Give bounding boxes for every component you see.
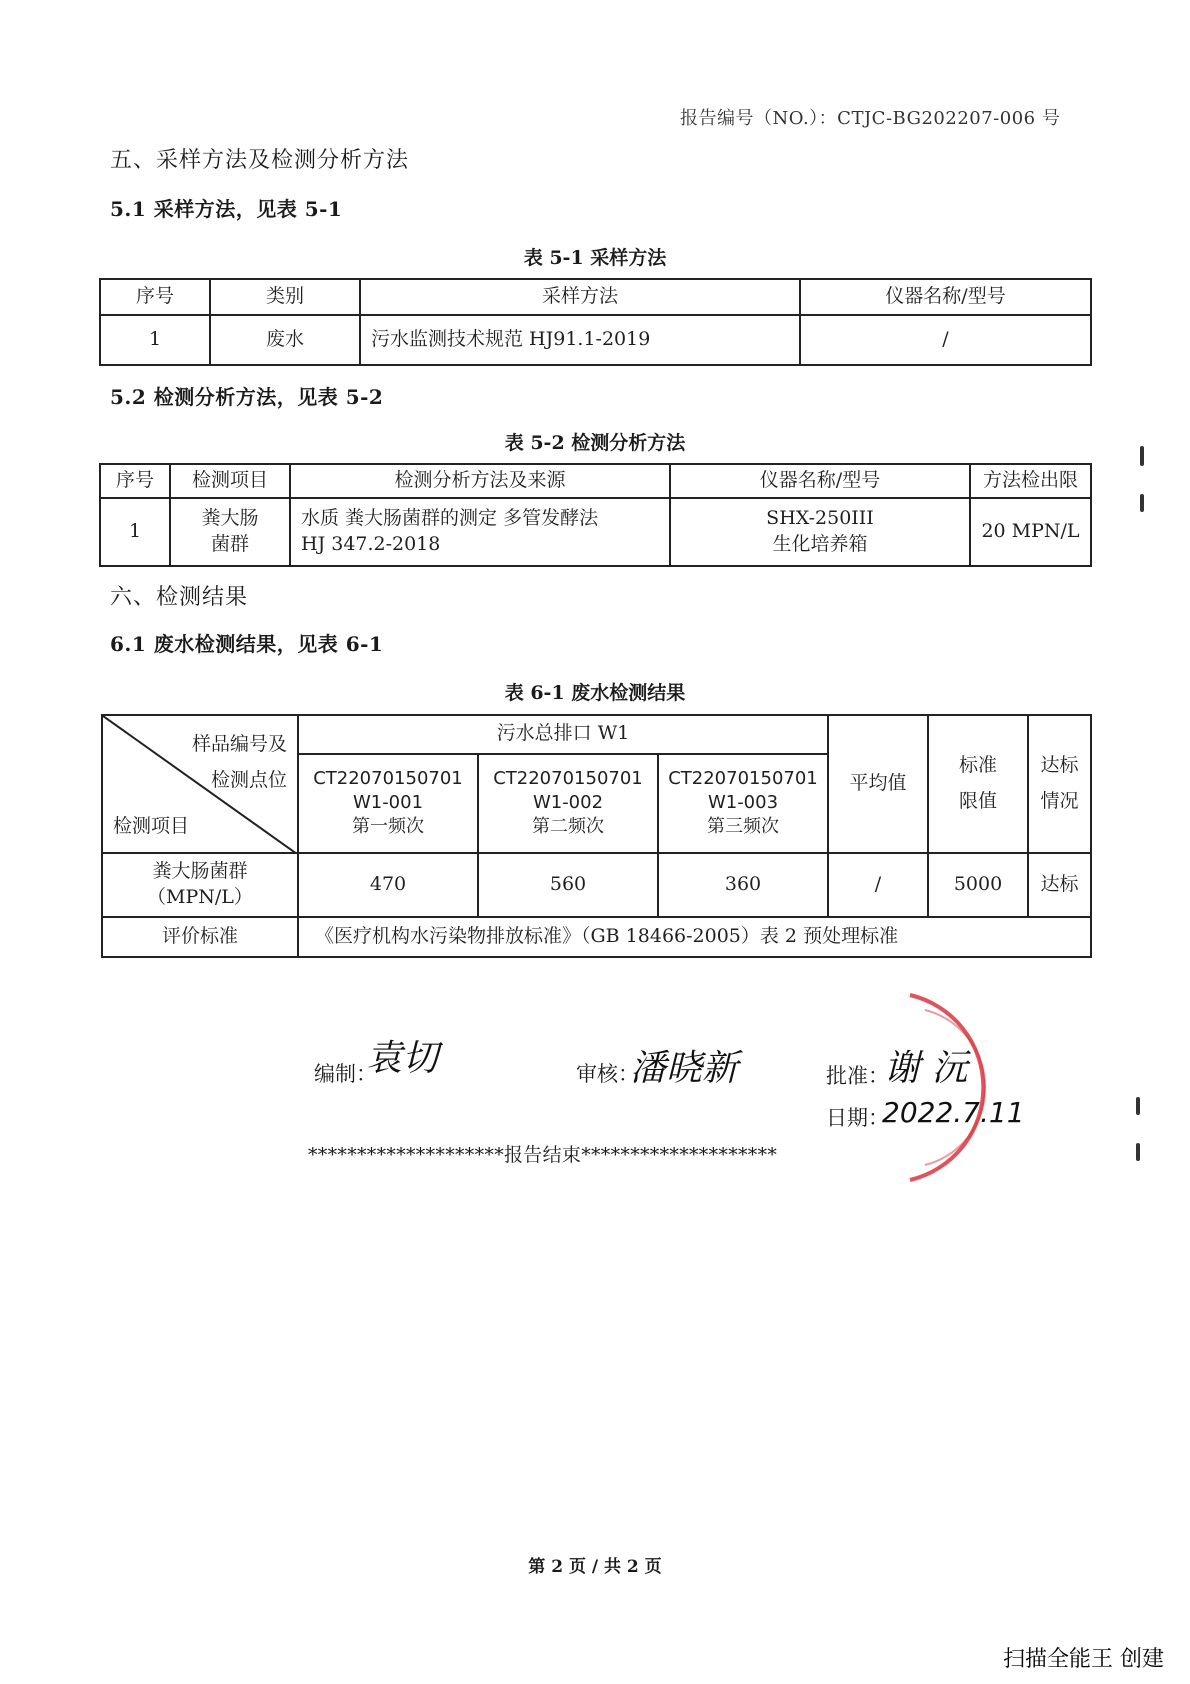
avg-cell: / bbox=[828, 853, 928, 917]
sample-header bbox=[658, 754, 828, 853]
status-header-line: 达标 bbox=[1040, 754, 1079, 777]
table-row bbox=[100, 315, 1091, 365]
status-header-line: 情况 bbox=[1040, 790, 1079, 812]
item-cell bbox=[102, 853, 298, 917]
value-cell: 470 bbox=[298, 853, 478, 917]
value-cell: 360 bbox=[658, 853, 828, 917]
status-cell: 达标 bbox=[1028, 853, 1091, 917]
value-cell: 560 bbox=[478, 853, 658, 917]
eval-label: 评价标准 bbox=[102, 917, 298, 957]
status-header bbox=[1028, 715, 1091, 853]
sample-freq: 第二频次 bbox=[532, 816, 604, 838]
table-header-cell: 序号 bbox=[100, 279, 210, 315]
report-end-marker: ********************报告结束******************** bbox=[308, 1144, 778, 1166]
std-header bbox=[928, 715, 1028, 853]
table-header-cell: 仪器名称/型号 bbox=[800, 279, 1091, 315]
table-5-2-caption: 表 5-2 检测分析方法 bbox=[504, 432, 686, 454]
table-cell: 废水 bbox=[210, 315, 360, 365]
method-line: HJ 347.2-2018 bbox=[301, 533, 441, 555]
instrument-line: 生化培养箱 bbox=[772, 533, 868, 555]
table-cell: 1 bbox=[100, 498, 170, 566]
diag-top-label bbox=[192, 732, 287, 793]
sample-header bbox=[478, 754, 658, 853]
page-number: 第 2 页 / 共 2 页 bbox=[528, 1557, 662, 1577]
diag-top-line: 检测点位 bbox=[210, 768, 287, 791]
table-header-cell: 序号 bbox=[100, 464, 170, 498]
approver-signature: 谢 沅 bbox=[884, 1048, 968, 1089]
sample-id: CT22070150701 bbox=[313, 767, 463, 789]
sample-id: CT22070150701 bbox=[493, 767, 643, 789]
table-row bbox=[102, 853, 1091, 917]
std-header-line: 限值 bbox=[958, 790, 997, 812]
report-number: 报告编号（NO.）：CTJC-BG202207-006 号 bbox=[680, 108, 1061, 129]
limit-cell: 5000 bbox=[928, 853, 1028, 917]
table-cell: 污水监测技术规范 HJ91.1-2019 bbox=[360, 315, 800, 365]
table-row bbox=[100, 498, 1091, 566]
sample-code: W1-002 bbox=[532, 792, 604, 814]
item-line: （MPN/L） bbox=[147, 886, 253, 908]
table-header-cell: 仪器名称/型号 bbox=[670, 464, 970, 498]
date-label: 日期： bbox=[826, 1106, 889, 1130]
table-cell bbox=[670, 498, 970, 566]
scan-mark bbox=[1136, 1097, 1140, 1115]
official-seal-stamp bbox=[880, 985, 1030, 1195]
table-5-1 bbox=[99, 278, 1092, 366]
table-5-1-caption: 表 5-1 采样方法 bbox=[523, 247, 667, 269]
table-6-1 bbox=[101, 714, 1092, 958]
sample-freq: 第三频次 bbox=[707, 816, 779, 838]
table-cell: 20 MPN/L bbox=[970, 498, 1091, 566]
table-header-cell: 方法检出限 bbox=[970, 464, 1091, 498]
avg-header: 平均值 bbox=[828, 715, 928, 853]
diagonal-header-cell bbox=[102, 715, 298, 853]
reviewer-signature: 潘晓新 bbox=[630, 1048, 739, 1089]
table-cell bbox=[170, 498, 290, 566]
sample-code: W1-003 bbox=[707, 792, 779, 814]
item-line: 粪大肠 bbox=[201, 507, 259, 530]
editor-signature: 袁切 bbox=[366, 1038, 439, 1079]
table-6-1-caption: 表 6-1 废水检测结果 bbox=[504, 682, 686, 704]
section-5-1-title: 5.1 采样方法，见表 5-1 bbox=[110, 197, 343, 221]
approver-label: 批准： bbox=[826, 1064, 889, 1088]
date-value: 2022.7.11 bbox=[882, 1096, 1025, 1129]
scan-mark bbox=[1140, 494, 1144, 512]
section-5-2-title: 5.2 检测分析方法，见表 5-2 bbox=[110, 385, 384, 409]
table-cell: / bbox=[800, 315, 1091, 365]
table-header-cell: 检测项目 bbox=[170, 464, 290, 498]
scanner-watermark: 扫描全能王 创建 bbox=[1003, 1647, 1164, 1672]
instrument-line: SHX-250III bbox=[766, 507, 874, 530]
method-line: 水质 粪大肠菌群的测定 多管发酵法 bbox=[301, 507, 599, 530]
item-line: 粪大肠菌群 bbox=[152, 860, 248, 883]
item-line: 菌群 bbox=[210, 533, 249, 555]
table-5-2 bbox=[99, 463, 1092, 567]
std-header-line: 标准 bbox=[958, 754, 997, 777]
sample-header bbox=[298, 754, 478, 853]
section-5-title: 五、采样方法及检测分析方法 bbox=[110, 148, 410, 173]
diag-bottom-label: 检测项目 bbox=[113, 815, 190, 838]
sample-freq: 第一频次 bbox=[352, 816, 424, 838]
eval-text: 《医疗机构水污染物排放标准》（GB 18466-2005）表 2 预处理标准 bbox=[298, 917, 1091, 957]
scan-mark bbox=[1136, 1143, 1140, 1161]
sample-code: W1-001 bbox=[352, 792, 424, 814]
table-header-cell: 检测分析方法及来源 bbox=[290, 464, 670, 498]
reviewer-label: 审核： bbox=[576, 1062, 639, 1086]
section-6-title: 六、检测结果 bbox=[110, 585, 249, 610]
table-row bbox=[102, 917, 1091, 957]
table-cell: 1 bbox=[100, 315, 210, 365]
scan-mark bbox=[1140, 446, 1144, 466]
group-header: 污水总排口 W1 bbox=[298, 715, 828, 754]
diag-top-line: 样品编号及 bbox=[191, 733, 287, 755]
sample-id: CT22070150701 bbox=[668, 767, 818, 789]
table-header-cell: 采样方法 bbox=[360, 279, 800, 315]
table-header-cell: 类别 bbox=[210, 279, 360, 315]
section-6-1-title: 6.1 废水检测结果，见表 6-1 bbox=[110, 632, 384, 656]
editor-label: 编制： bbox=[314, 1062, 377, 1086]
table-cell bbox=[290, 498, 670, 566]
